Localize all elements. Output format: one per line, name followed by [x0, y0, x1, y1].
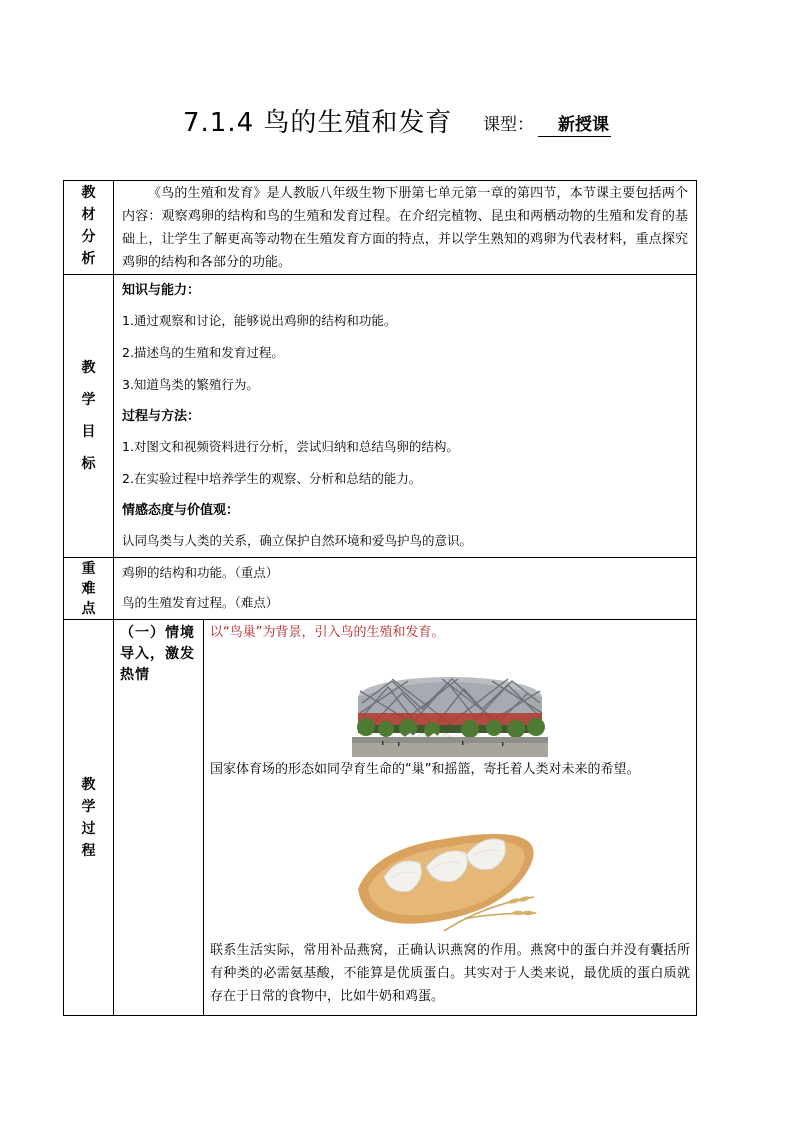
key-point: 鸡卵的结构和功能。（重点） [122, 565, 279, 580]
difficult-point: 鸟的生殖发育过程。（难点） [122, 595, 279, 610]
section-title-cell [114, 620, 204, 1016]
row-materials [64, 181, 697, 275]
process-content-cell [204, 620, 697, 1016]
stadium-image [352, 673, 548, 757]
process-header [64, 620, 114, 1016]
key-points-cell [114, 558, 697, 620]
header-char: 学 [81, 392, 96, 408]
row-key-points [64, 558, 697, 620]
row-process [64, 620, 697, 1016]
header-char: 教 [81, 360, 96, 376]
attitude-title: 情感态度与价值观： [122, 503, 240, 518]
process-item: 1.对图文和视频资料进行分析，尝试归纳和总结鸟卵的结构。 [122, 439, 459, 454]
section-title: （一）情境导入，激发热情 [120, 625, 195, 683]
materials-cell [114, 181, 697, 275]
header-char: 过 [81, 820, 96, 837]
header-char: 教 [81, 776, 96, 793]
nest-image-wrap [354, 819, 696, 935]
header-char: 学 [81, 798, 96, 815]
materials-header [64, 181, 114, 275]
goals-header [64, 275, 114, 558]
title-row [0, 100, 794, 140]
row-goals [64, 275, 697, 558]
process-item: 2.在实验过程中培养学生的观察、分析和总结的能力。 [122, 471, 422, 486]
header-char: 难 [81, 581, 96, 597]
header-char: 目 [81, 424, 96, 440]
knowledge-item: 3.知道鸟类的繁殖行为。 [122, 377, 259, 392]
page-title: 7.1.4 鸟的生殖和发育 [183, 108, 453, 138]
header-char: 析 [81, 251, 96, 267]
attitude-text: 认同鸟类与人类的关系，确立保护自然环境和爱鸟护鸟的意识。 [122, 533, 473, 548]
header-char: 程 [81, 842, 96, 859]
lesson-type [483, 110, 611, 137]
lesson-plan-table [63, 180, 697, 1016]
nest-caption: 联系生活实际，常用补品燕窝，正确认识燕窝的作用。燕窝中的蛋白并没有囊括所有种类的必需氨基酸，不能算是优质蛋白。其实对于人类来说，最优质的蛋白质就存在于日常的食物中，比如牛奶和鸡蛋。 [210, 943, 691, 1004]
header-char: 点 [81, 601, 96, 617]
header-char: 标 [81, 456, 96, 472]
header-char: 材 [81, 207, 96, 223]
lesson-type-value: 新授课 [538, 114, 611, 137]
edible-nest-image [354, 819, 540, 935]
stadium-image-wrap [204, 673, 696, 757]
header-char: 重 [81, 561, 96, 577]
knowledge-item: 1.通过观察和讨论，能够说出鸡卵的结构和功能。 [122, 313, 397, 328]
header-char: 分 [81, 229, 96, 245]
process-title: 过程与方法： [122, 409, 201, 424]
materials-text: 《鸟的生殖和发育》是人教版八年级生物下册第七单元第一章的第四节，本节课主要包括两个内容：观察鸡卵的结构和鸟的生殖和发育过程。在介绍完植物、昆虫和两栖动物的生殖和发育的基础上，让学生了解更高等动物在生殖发育方面的特点，并以学生熟知的鸡卵为代表材料，重点探究鸡卵的结构和各部分的功能。 [122, 186, 689, 270]
goals-cell [114, 275, 697, 558]
key-points-header [64, 558, 114, 620]
stadium-caption: 国家体育场的形态如同孕育生命的“巢”和摇篮，寄托着人类对未来的希望。 [210, 762, 640, 777]
knowledge-item: 2.描述鸟的生殖和发育过程。 [122, 345, 284, 360]
header-char: 教 [81, 185, 96, 201]
knowledge-title: 知识与能力： [122, 283, 201, 298]
intro-text: 以“鸟巢”为背景，引入鸟的生殖和发育。 [210, 625, 445, 640]
lesson-type-label: 课型： [483, 115, 534, 135]
